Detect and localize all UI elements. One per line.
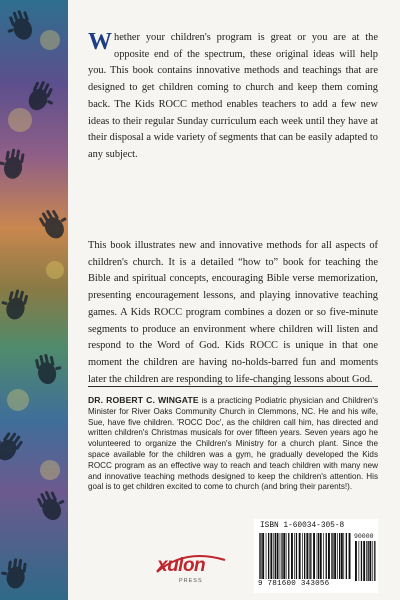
barcode-bar bbox=[374, 541, 375, 581]
publisher-sub: PRESS bbox=[179, 578, 203, 584]
barcode-bar bbox=[359, 541, 360, 581]
barcode-number: 9 781600 343056 bbox=[258, 580, 330, 588]
barcode-bar bbox=[334, 533, 336, 579]
barcode-bar bbox=[294, 533, 295, 579]
barcode-bar bbox=[326, 533, 327, 579]
barcode-bars bbox=[258, 533, 352, 579]
barcode-bar bbox=[288, 533, 289, 579]
handprint-pattern bbox=[0, 0, 68, 600]
barcode-bar bbox=[349, 533, 351, 579]
barcode-bar bbox=[259, 533, 260, 579]
barcode-bar bbox=[328, 533, 330, 579]
barcode-bar bbox=[363, 541, 365, 581]
barcode-bar bbox=[346, 533, 347, 579]
publisher-name: xulon bbox=[157, 555, 206, 576]
addon-barcode-bars bbox=[354, 541, 376, 581]
barcode-bar bbox=[302, 533, 303, 579]
barcode-bar bbox=[309, 533, 310, 579]
barcode-bar bbox=[313, 533, 315, 579]
barcode-bar bbox=[368, 541, 369, 581]
description-paragraph-1 bbox=[88, 30, 378, 164]
barcode-bar bbox=[343, 533, 344, 579]
isbn-barcode bbox=[254, 519, 378, 593]
barcode-bar bbox=[273, 533, 274, 579]
barcode-bar bbox=[337, 533, 338, 579]
section-divider bbox=[88, 386, 378, 387]
barcode-bar bbox=[366, 541, 367, 581]
barcode-bar bbox=[339, 533, 340, 579]
barcode-bar bbox=[262, 533, 264, 579]
publisher-logo bbox=[157, 552, 227, 586]
barcode-bar bbox=[355, 541, 357, 581]
author-name: DR. ROBERT C. WINGATE bbox=[88, 395, 199, 405]
barcode-bar bbox=[372, 541, 373, 581]
barcode-bar bbox=[318, 533, 319, 579]
paragraph-1-text: hether your children's program is great or you are at the opposite end of the spectrum, these original ideas will help you. This book contains innovative methods and teachings that are designed to get children coming to church and keep them coming back. The Kids ROCC method enables teachers to add a few new ideas to their regular Sunday curriculum each week until they have at their disposal a wide variety of segments that can be easily adapted to any subject. bbox=[88, 32, 378, 160]
barcode-bar bbox=[304, 533, 305, 579]
barcode-bar bbox=[306, 533, 308, 579]
addon-number: 90000 bbox=[354, 533, 374, 540]
barcode-bar bbox=[275, 533, 276, 579]
drop-cap: W bbox=[88, 29, 112, 55]
author-bio-text: is a practicing Podiatric physician and Children's Minister for River Oaks Community Church in Clemmons, NC. He and his wife, Sue, have five children. 'ROCC Doc', as the children call him, has directed and written children's Christmas musicals for over fifteen years. Seven years ago he volunteered to organize the Children's Ministry for a church plant. Since the space available for the children was a gym, he gradually developed the Kids ROCC program as an effective way to reach and teach children with many new and innovative teaching methods designed to keep the children's attention. His goal is to get children excited to come to church (and bring their parents!). bbox=[88, 396, 378, 492]
handprint-art-strip bbox=[0, 0, 68, 600]
barcode-bar bbox=[277, 533, 279, 579]
barcode-bar bbox=[310, 533, 311, 579]
barcode-bar bbox=[299, 533, 301, 579]
barcode-bar bbox=[331, 533, 332, 579]
barcode-bar bbox=[260, 533, 261, 579]
author-bio bbox=[88, 395, 378, 493]
barcode-bar bbox=[291, 533, 293, 579]
barcode-bar bbox=[332, 533, 333, 579]
barcode-bar bbox=[270, 533, 272, 579]
barcode-bar bbox=[296, 533, 297, 579]
barcode-bar bbox=[268, 533, 269, 579]
barcode-bar bbox=[361, 541, 362, 581]
barcode-bar bbox=[341, 533, 343, 579]
barcode-bar bbox=[323, 533, 324, 579]
isbn-label: ISBN 1-60034-305-8 bbox=[260, 522, 345, 530]
barcode-bar bbox=[286, 533, 287, 579]
barcode-bar bbox=[369, 541, 371, 581]
barcode-bar bbox=[283, 533, 285, 579]
description-paragraph-2: This book illustrates new and innovative methods for all aspects of children's church. It is a detailed “how to” book for teaching the Bible and spiritual concepts, encouraging Bible verse memorization, presenting encouragement lessons, and playing innovative teaching games. A Kids ROCC program combines a dozen or so five-minute segments to produce an environment where children will listen and respond to the Word of God. Kids ROCC is unique in that one moment the children are having no-holds-barred fun and moments later the children are responding to life-changing lessons about God. bbox=[88, 240, 378, 385]
barcode-bar bbox=[266, 533, 267, 579]
barcode-bar bbox=[320, 533, 322, 579]
barcode-bar bbox=[281, 533, 282, 579]
barcode-bar bbox=[317, 533, 318, 579]
barcode-bar bbox=[280, 533, 281, 579]
